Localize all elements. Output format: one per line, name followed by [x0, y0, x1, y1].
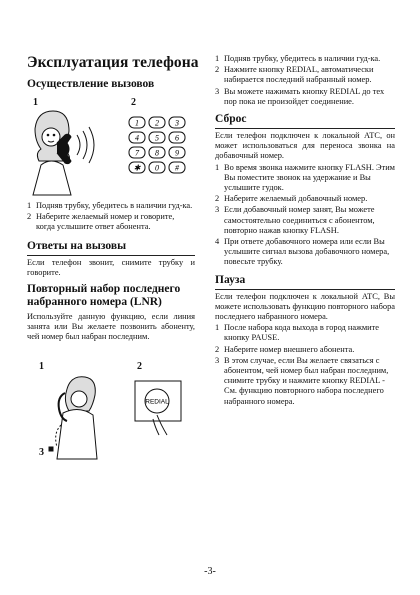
dialpad-key-label: ✱ — [133, 163, 141, 173]
redial-label: REDIAL — [145, 398, 169, 406]
answer-text: Если телефон звонит, снимите трубку и говорите. — [27, 257, 195, 277]
dialpad-icon — [123, 113, 193, 179]
figure-label: 2 — [137, 360, 142, 372]
figure-label: 1 — [33, 97, 38, 108]
dialpad-key-label: 6 — [175, 133, 179, 143]
dialpad-key-label: 3 — [175, 118, 179, 128]
section-heading-calls: Осуществление вызовов — [27, 78, 155, 90]
section-heading-lnr: Повторный набор последнего набранного номера (LNR) — [27, 283, 181, 309]
list-item: 3 Если добавочный номер занят, Вы можете самостоятельно соединиться с абонентом, повторно нажав кнопку FLASH. — [215, 205, 375, 235]
figure-label: 1 — [39, 360, 44, 372]
lnr-steps — [215, 54, 395, 107]
dialpad-key-label: 4 — [135, 133, 139, 143]
list-item: 2 Нажмите кнопку REDIAL, автоматически набирается последний набранный номер. — [215, 65, 374, 85]
section-heading-reset: Сброс — [215, 113, 247, 126]
section-heading-answer: Ответы на вызовы — [27, 239, 127, 252]
reset-steps — [215, 163, 395, 268]
list-item: 2 Наберите желаемый добавочный номер. — [215, 194, 368, 204]
redial-button-icon — [127, 379, 187, 439]
page-number: -3- — [204, 566, 216, 577]
list-item: 4 При ответе добавочного номера или если Вы услышите сигнал вызова добавочного номера, повесьте трубку. — [215, 237, 390, 267]
dialpad-key-label: 9 — [175, 148, 179, 158]
dialpad-key-label: 7 — [135, 148, 139, 158]
list-item: 3 Вы можете нажимать кнопку REDIAL до тех пор пока не произойдет соединение. — [215, 86, 385, 106]
divider — [215, 289, 395, 290]
figure-label: 2 — [131, 97, 136, 108]
dialpad-key-label: 8 — [155, 148, 159, 158]
figure-label: 3 — [39, 446, 44, 458]
pause-steps — [215, 323, 395, 407]
pause-text: Если телефон подключен к локальной АТС, Вы можете использовать функцию повторного набора последнего набранного номера. — [215, 291, 395, 322]
dialpad-key-label: # — [175, 163, 179, 173]
lnr-text: Используйте данную функцию, если линия занята или Вы желаете позвонить абоненту, чей номер был набран последним. — [27, 312, 195, 342]
left-column — [27, 54, 199, 461]
call-steps — [27, 201, 195, 233]
list-item: 1 Подняв трубку, убедитесь в наличии гуд-ка. — [27, 201, 193, 210]
list-item: 1 После набора кода выхода в город нажмите кнопку PAUSE. — [215, 323, 380, 343]
list-item: 2 Наберите желаемый номер и говорите, когда услышите ответ абонента. — [27, 212, 175, 232]
divider — [27, 255, 195, 256]
list-item: 1 Подняв трубку, убедитесь в наличии гуд-ка. — [215, 54, 381, 63]
divider — [215, 128, 395, 129]
list-item: 1 Во время звонка нажмите кнопку FLASH. Этим Вы поместите звонок на удержание и Вы услышите гудок. — [215, 162, 395, 193]
dialing-illustration — [27, 93, 195, 197]
list-item: 2 Наберите номер внешнего абонента. — [215, 344, 355, 354]
redial-illustration — [27, 349, 195, 461]
dialpad-key-label: 2 — [155, 118, 159, 128]
dialpad-key-label: 5 — [155, 133, 159, 143]
dialpad-key-label: 1 — [135, 118, 139, 128]
right-column — [215, 54, 395, 408]
page-title: Эксплуатация телефона — [27, 54, 199, 71]
reset-text: Если телефон подключен к локальной АТС, он может использоваться для переноса звонка на добавочный номер. — [215, 131, 395, 161]
section-heading-pause: Пауза — [215, 273, 246, 286]
dialpad-key-label: 0 — [155, 163, 159, 173]
list-item: 3 В этом случае, если Вы желаете связаться с абонентом, чей номер был набран последним, снимите трубку и нажмите кнопку REDIAL - См. функцию повторного набора последнего набранного номера. — [215, 355, 389, 406]
